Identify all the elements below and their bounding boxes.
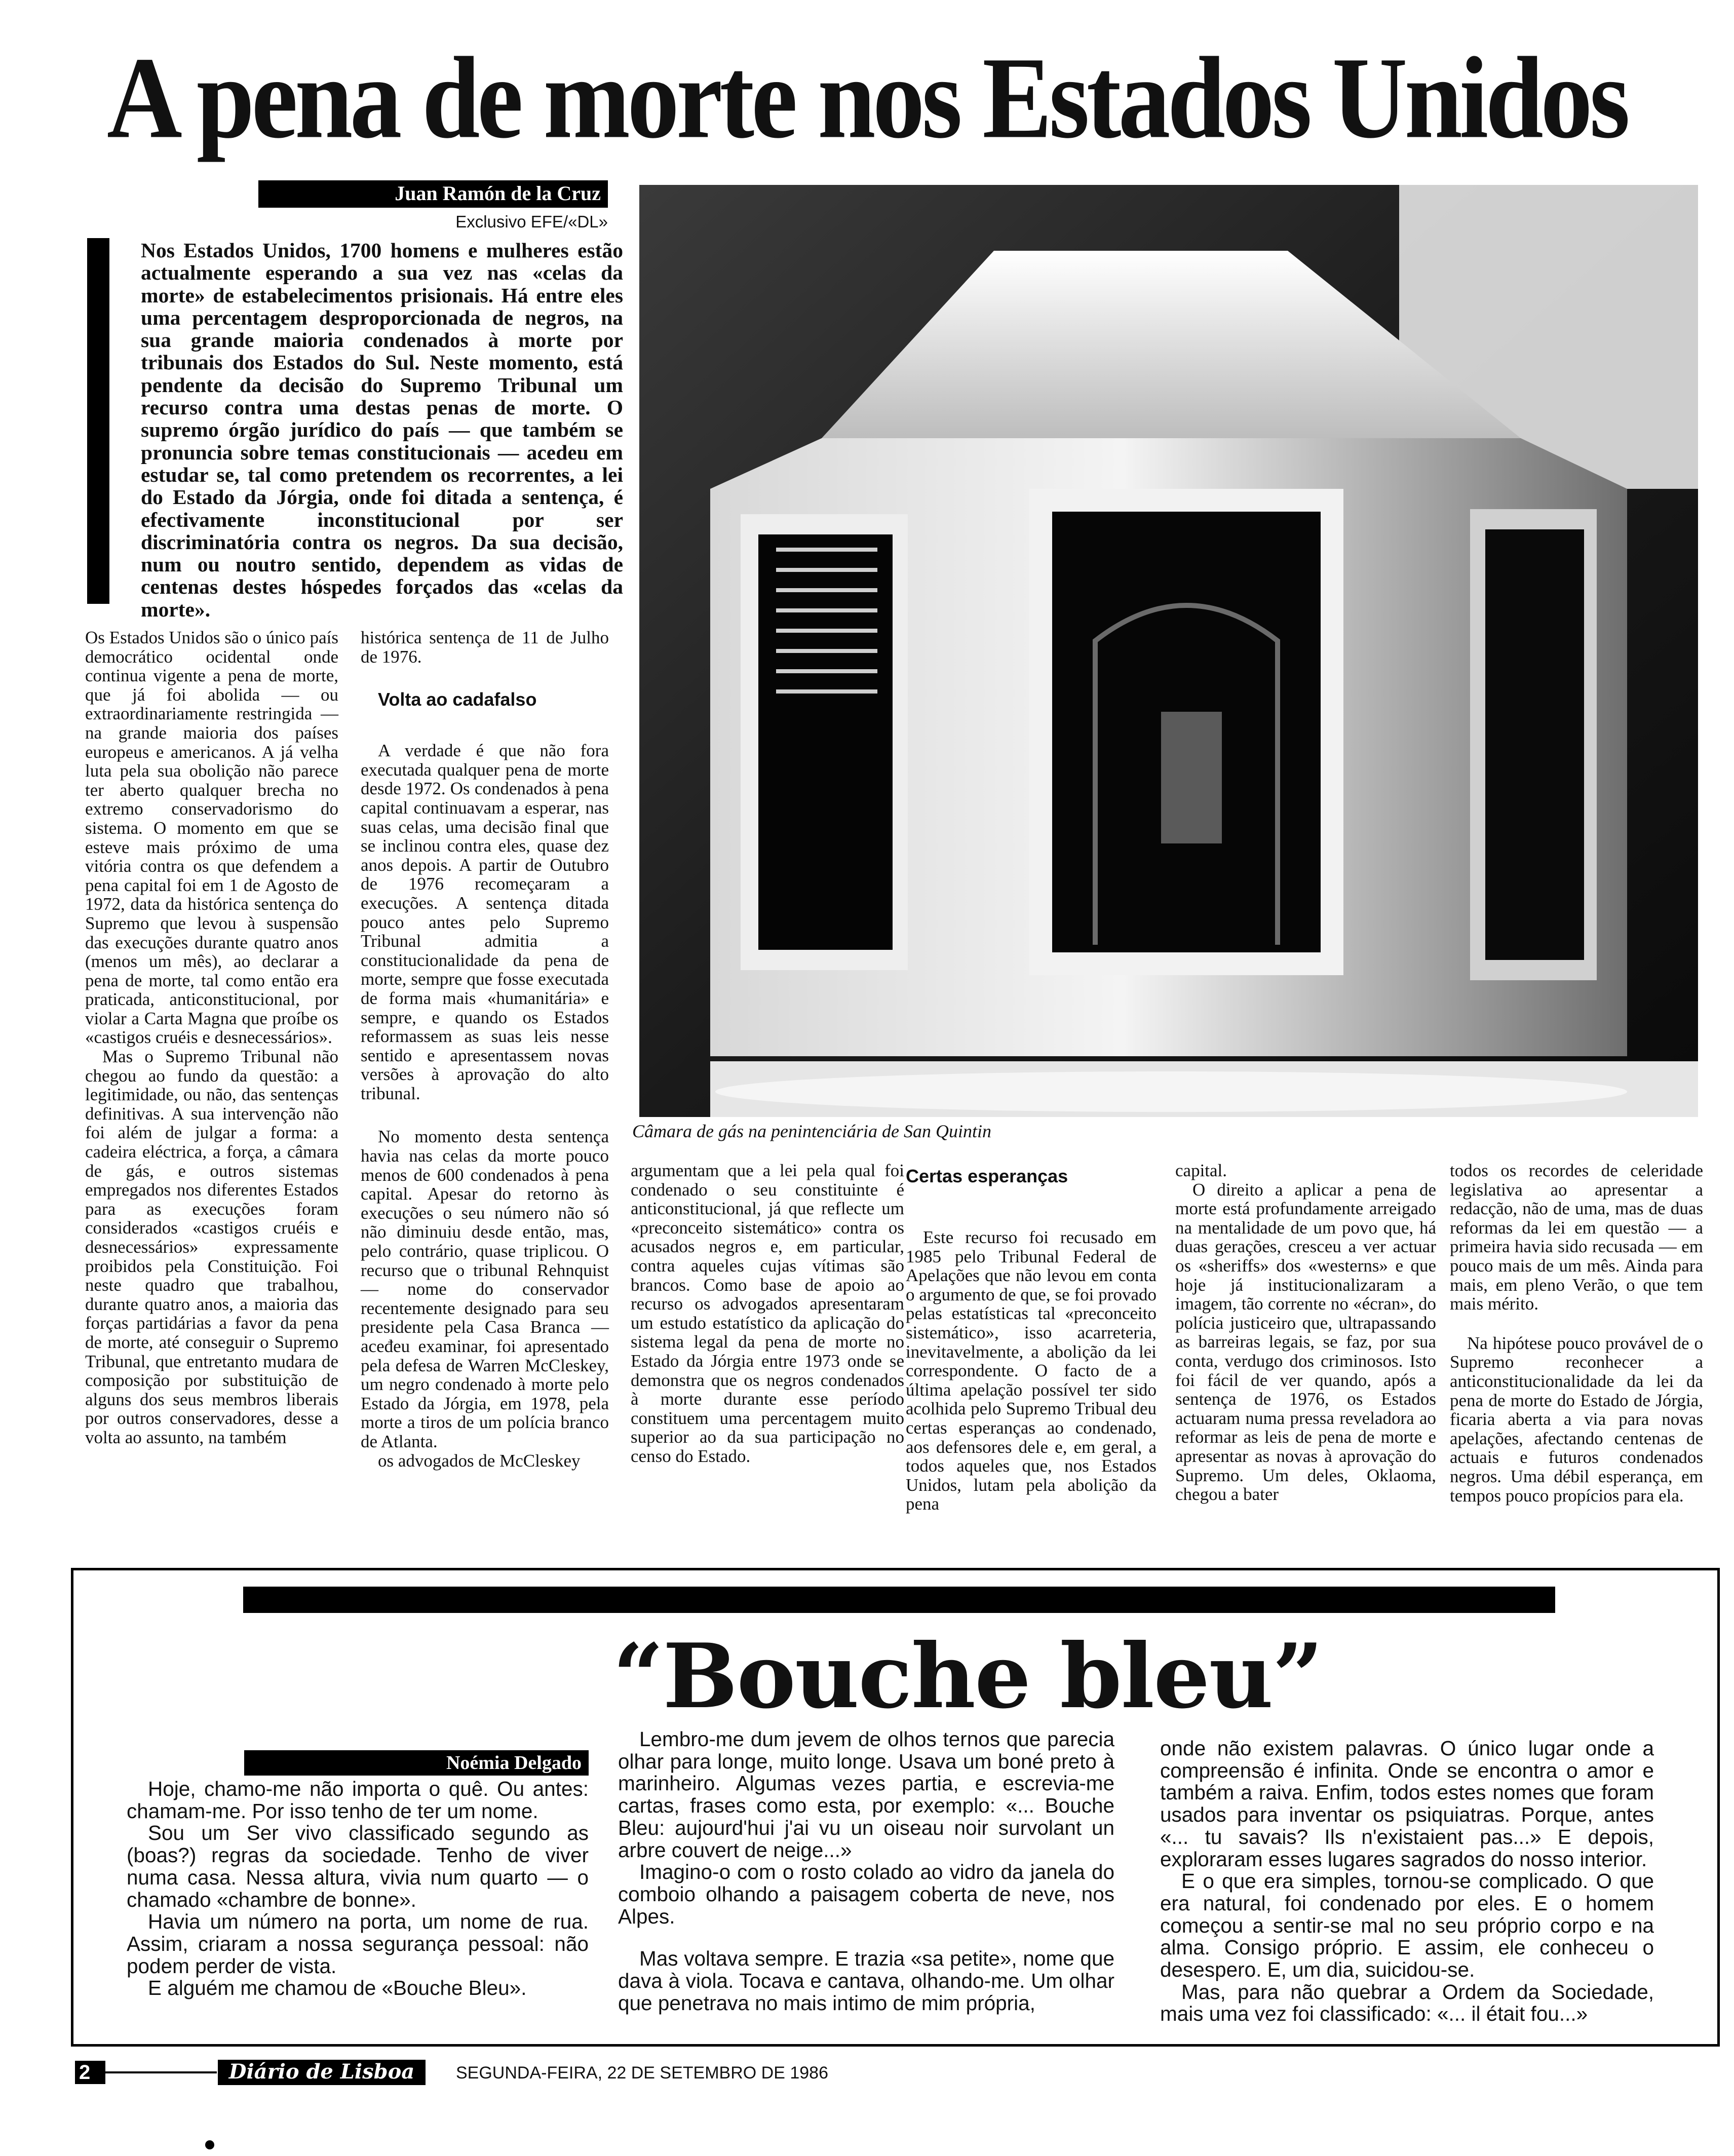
paragraph: Sou um Ser vivo classificado segundo as (boas?) regras da sociedade. Tenho de viver numa casa. Nessa altura, vivia num quarto — o chamado «chambre de bonne». xyxy=(127,1821,589,1911)
page-number: 2 xyxy=(75,2061,105,2084)
headline: A pena de morte nos Estados Unidos xyxy=(107,32,1627,163)
paragraph: No momento desta sentença havia nas celas da morte pouco menos de 600 condenados à pena capital. Apesar do retorno às execuções o seu número não só não diminuiu desde então, mas, pelo contrário, quase triplicou. O recurso que o tribunal Rehnquist — nome do conservador recentemente designado para seu presidente pela Casa Branca — aceđeu examinar, foi apresentado pela defesa de Warren McCleskey, um negro condenado à morte pelo Estado da Jórgia, em 1978, pela morte a tiros de um polícia branco de Atlanta. xyxy=(361,1127,609,1451)
paragraph: argumentam que a lei pela qual foi condenado o seu constituinte é anticonstitucional, já que reflecte um «preconceito sistemático» contra os acusados negros e, em particular, contra aqueles cujas vítimas são brancos. Como base de apoio ao recurso os advogados apresentaram um estudo estatístico da aplicação do sistema legal da pena de morte no Estado da Jórgia entre 1973 onde se demonstra que os negros condenados à morte durante esse período constituem uma percentagem muito superior ao da sua participação no censo do Estado. xyxy=(631,1161,904,1466)
paragraph: E alguém me chamou de «Bouche Bleu». xyxy=(148,1976,527,2000)
paragraph: Os Estados Unidos são o único país democrático ocidental onde continua vigente a pena de morte, que já foi abolida — ou extraordinariamente restringida — na grande maioria dos países europeus e americanos. A já velha luta pela sua obolição não parece ter aberto qualquer brecha no extremo conservadorismo do sistema. O momento em que se esteve mais próximo de uma vitória contra os que defendem a pena capital foi em 1 de Agosto de 1972, data da histórica sentença do Supremo que levou à suspensão das execuções durante quatro anos (menos um mês), ao declarar a pena de morte, tal como então era praticada, anticonstitucional, por violar a Carta Magna que proíbe os «castigos cruéis e desnecessários». xyxy=(85,628,338,1048)
paragraph: Havia um número na porta, um nome de rua. Assim, criaram a nossa segurança pessoal: não podem perder de vista. xyxy=(127,1910,589,1978)
subhead-volta-ao-cadafalso: Volta ao cadafalso xyxy=(378,689,537,710)
column-byline: Noémia Delgado xyxy=(244,1750,589,1776)
column-text-1 xyxy=(127,1778,589,1999)
paragraph: A verdade é que não fora executada qualquer pena de morte desde 1972. Os condenados à pena capital continuavam a esperar, nas suas celas, uma decisão final que se inclinou contra eles, quase dez anos depois. A partir de Outubro de 1976 recomeçaram a execuções. A sentença ditada pouco antes pelo Supremo Tribunal admitia a constitucionalidade da pena de morte, sempre que fosse executada de forma mais «humanitária» e sempre, e quando os Estados reformassem as suas leis nesse sentido e apresentassem novas versões à aprovação do alto tribunal. xyxy=(361,741,609,1103)
column-text-3 xyxy=(1160,1738,1654,2025)
issue-date: SEGUNDA-FEIRA, 22 DE SETEMBRO DE 1986 xyxy=(456,2063,828,2083)
article-column-4 xyxy=(906,1165,1157,1514)
paragraph: onde não existem palavras. O único lugar onde a compreensão é infinita. Onde se encontra o amor e também a raiva. Enfim, todos estes nomes que foram usados para inventar os psiquiatras. Porque, antes «... tu savais? Ils n'existaient pas...» E depois, exploraram esses lugares sagrados do nosso interior. xyxy=(1160,1737,1654,1871)
paragraph: Hoje, chamo-me não importa o quê. Ou antes: chamam-me. Por isso tenho de ter um nome. xyxy=(127,1777,589,1823)
paragraph: histórica sentença de 11 de Julho de 1976. xyxy=(361,628,609,667)
footer-rule xyxy=(105,2071,217,2073)
column-title: “Bouche bleu” xyxy=(612,1625,1323,1728)
paragraph: Mas voltava sempre. E trazia «sa petite», nome que dava à viola. Tocava e cantava, olhando-me. Um olhar que penetrava no mais intimo de mim própria, xyxy=(618,1947,1114,2015)
lede-paragraph: Nos Estados Unidos, 1700 homens e mulheres estão actualmente esperando a sua vez nas «celas da morte» de estabelecimentos prisionais. Há entre eles uma percentagem desproporcionada de negros, na sua grande maioria condenados à morte por tribunais dos Estados do Sul. Neste momento, está pendente da decisão do Supremo Tribunal um recurso contra uma destas penas de morte. O supremo órgão jurídico do país — que também se pronuncia sobre temas constitucionais — acedeu em estudar se, tal como pretendem os recorrentes, a lei do Estado da Jórgia, onde foi ditada a sentença, é efectivamente inconstitucional por ser discriminatória contra os negros. Da sua decisão, num ou noutro sentido, dependem as vidas de centenas destes hóspedes forçados das «celas da morte». xyxy=(141,239,623,621)
column-top-rule xyxy=(243,1587,1555,1613)
subhead-certas-esperancas: Certas esperanças xyxy=(906,1166,1068,1186)
paragraph: E o que era simples, tornou-se complicado. O que era natural, foi condenado por eles. E o homem começou a sentir-se mal no seu próprio corpo e na alma. Consigo próprio. E assim, ele conheceu o desespero. E, um dia, suicidou-se. xyxy=(1160,1869,1654,1982)
gas-chamber-illustration xyxy=(639,185,1698,1117)
lede-rule xyxy=(87,238,109,604)
paragraph: Na hipótese pouco provável de o Supremo reconhecer a anticonstitucionalidade da lei da pena de morte do Estado de Jórgia, ficaria aberta a via para novas apelações, afectando centenas de actuais e futuros condenados negros. Uma débil esperança, em tempos pouco propícios para ela. xyxy=(1450,1333,1703,1506)
paragraph: os advogados de McCleskey xyxy=(378,1450,581,1471)
article-column-3 xyxy=(631,1161,904,1466)
paragraph: todos os recordes de celeridade legislativa ao apresentar a redacção, não de uma, mas de duas reformas da lei em questão — a primeira havia sido recusada — em pouco mais de um mês. Ainda para mais, em pleno Verão, o que tem mais mérito. xyxy=(1450,1161,1703,1314)
photo-caption: Câmara de gás na penintenciária de San Quintin xyxy=(632,1121,991,1141)
paragraph: Mas o Supremo Tribunal não chegou ao fundo da questão: a legitimidade, ou não, das sentenças definitivas. A sua intervenção não foi além de julgar a forma: a cadeira eléctrica, a força, a câmara de gás, e outros sistemas empregados nos diferentes Estados para as execuções foram considerados «castigos cruéis e desnecessários» expressamente proibidos pela Constituição. Foi neste quadro que trabalhou, durante quatro anos, a maioria das forças partidárias a favor da pena de morte, até conseguir o Supremo Tribunal, que entretanto mudara de composição por substituição de alguns dos seus membros liberais por outros conservadores, desse a volta ao assunto, na também xyxy=(85,1047,338,1447)
paragraph: O direito a aplicar a pena de morte está profundamente arreigado na mentalidade de um povo que, há duas gerações, cresceu a ver actuar os «sheriffs» dos «westerns» e que hoje já institucionalizaram a imagem, tão corrente no «écran», do polícia justiceiro que, ultrapassando as barreiras legais, se faz, por sua conta, verdugo dos criminosos. Isto foi fácil de ver quando, após a sentença de 1976, os Estados actuaram numa pressa reveladora ao reformar as leis de pena de morte e apresentar as novas à aprovação do Supremo. Um deles, Oklaoma, chegou a bater xyxy=(1175,1179,1436,1505)
bullet-dot xyxy=(205,2140,214,2149)
byline: Juan Ramón de la Cruz xyxy=(258,180,608,208)
paragraph: capital. xyxy=(1175,1161,1227,1180)
paragraph: Lembro-me dum jevem de olhos ternos que parecia olhar para longe, muito longe. Usava um boné preto à marinheiro. Algumas vezes partia, e escrevia-me cartas, frases como esta, por exemplo: «... Bouche Bleu: aujourd'hui j'ai vu un oiseau noir survolant un arbre couvert de neige...» xyxy=(618,1727,1114,1862)
photo-gas-chamber xyxy=(639,185,1698,1117)
paragraph: Imagino-o com o rosto colado ao vidro da janela do comboio olhando a paisagem coberta de neve, nos Alpes. xyxy=(618,1860,1114,1928)
paragraph: Este recurso foi recusado em 1985 pelo Tribunal Federal de Apelações que não levou em conta o argumento de que, se foi provado pelas estatísticas tal «preconceito sistemático», isso acarreteria, inevitavelmente, a abolição da lei correspondente. O facto de a última apelação possível ter sido acolhida pelo Supremo Tribual deu certas esperanças ao condenado, aos defensores dele e, em geral, a todos aqueles que, nos Estados Unidos, lutam pela abolição da pena xyxy=(906,1227,1157,1514)
paragraph: Mas, para não quebrar a Ordem da Sociedade, mais uma vez foi classificado: «... il était fou...» xyxy=(1160,1980,1654,2026)
article-column-2 xyxy=(361,628,609,1470)
source-credit: Exclusivo EFE/«DL» xyxy=(455,212,608,231)
article-column-5 xyxy=(1175,1161,1436,1504)
masthead-logo: Diário de Lisboa xyxy=(218,2060,426,2085)
article-column-1 xyxy=(85,628,338,1447)
article-column-6 xyxy=(1450,1161,1703,1505)
column-text-2 xyxy=(618,1728,1114,2014)
